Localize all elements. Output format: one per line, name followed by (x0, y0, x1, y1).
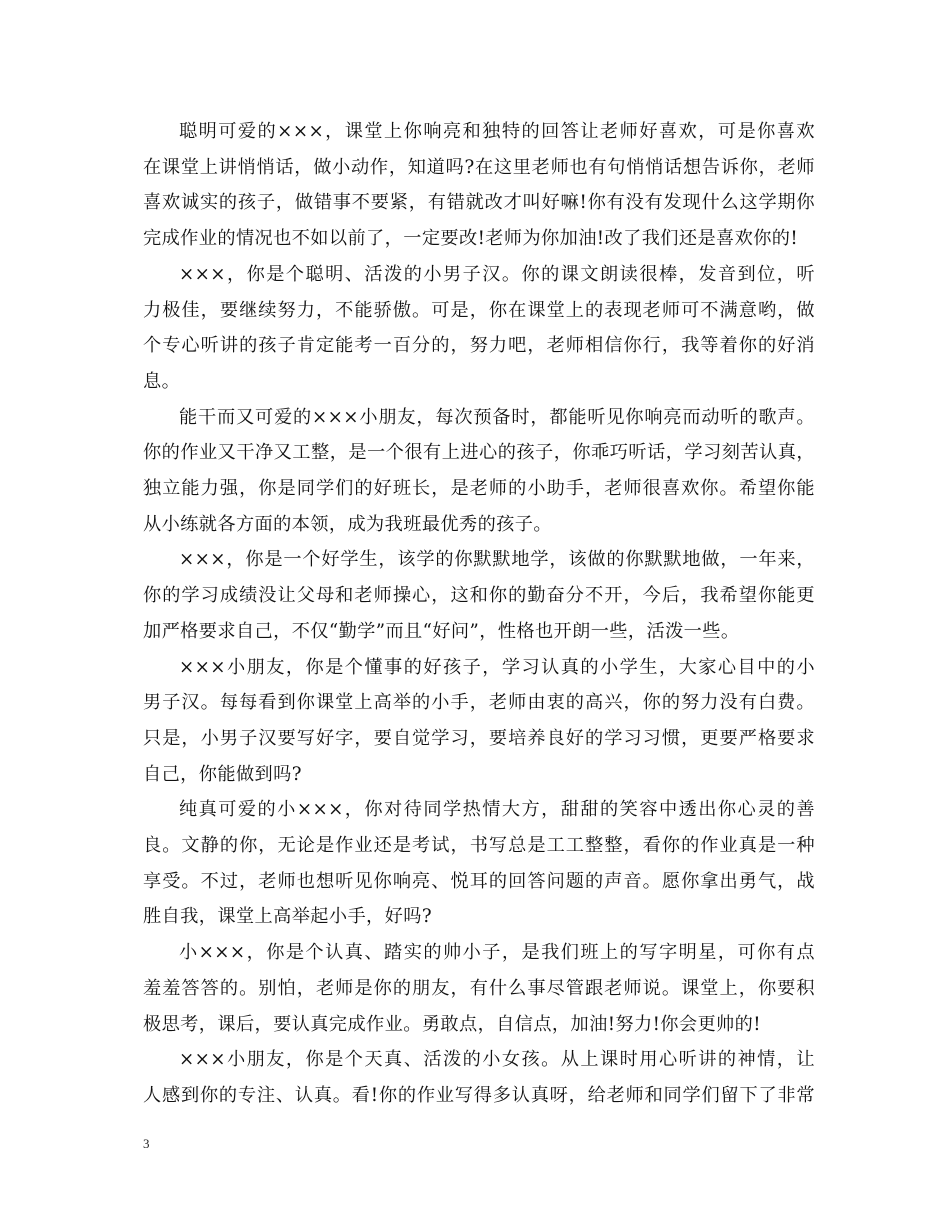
paragraph-line: 力极佳，要继续努力，不能骄傲。可是，你在课堂上的表现老师可不满意哟，做 (143, 299, 815, 321)
paragraph-line: 完成作业的情况也不如以前了，一定要改!老师为你加油!改了我们还是喜欢你的! (143, 228, 799, 250)
paragraph-line: 在课堂上讲悄悄话，做小动作，知道吗?在这里老师也有句悄悄话想告诉你，老师 (143, 156, 815, 178)
paragraph-line: 息。 (143, 370, 181, 392)
comment-paragraph-6 (143, 792, 815, 935)
paragraph-line: 享受。不过，老师也想听见你响亮、悦耳的回答问题的声音。愿你拿出勇气，战 (143, 870, 815, 892)
comment-paragraph-7 (143, 935, 815, 1042)
comment-paragraph-3 (143, 400, 815, 543)
paragraph-line: 你的作业又干净又工整，是一个很有上进心的孩子，你乖巧听话，学习刻苦认真， (143, 442, 815, 464)
paragraph-line: 胜自我，课堂上高举起小手，好吗? (143, 906, 432, 928)
paragraph-line: ×××小朋友，你是个懂事的好孩子，学习认真的小学生，大家心目中的小 (179, 656, 815, 678)
comment-paragraph-2 (143, 257, 815, 400)
paragraph-line: ×××，你是一个好学生，该学的你默默地学，该做的你默默地做，一年来， (179, 549, 815, 571)
paragraph-line: 人感到你的专注、认真。看!你的作业写得多认真呀，给老师和同学们留下了非常 (143, 1084, 815, 1106)
comment-paragraph-4 (143, 542, 815, 649)
paragraph-line: 你的学习成绩没让父母和老师操心，这和你的勤奋分不开，今后，我希望你能更 (143, 585, 815, 607)
comment-paragraph-8 (143, 1042, 815, 1113)
paragraph-line: ×××小朋友，你是个天真、活泼的小女孩。从上课时用心听讲的神情，让 (179, 1049, 815, 1071)
paragraph-line: 个专心听讲的孩子肯定能考一百分的，努力吧，老师相信你行，我等着你的好消 (143, 335, 815, 357)
paragraph-line: 能干而又可爱的×××小朋友，每次预备时，都能听见你响亮而动听的歌声。 (179, 406, 815, 428)
page-number: 3 (143, 1136, 150, 1151)
paragraph-line: 极思考，课后，要认真完成作业。勇敢点，自信点，加油!努力!你会更帅的! (143, 1013, 761, 1035)
paragraph-line: ×××，你是个聪明、活泼的小男子汉。你的课文朗读很棒，发音到位，听 (179, 263, 815, 285)
paragraph-line: 良。文静的你，无论是作业还是考试，书写总是工工整整，看你的作业真是一种 (143, 835, 815, 857)
paragraph-line: 纯真可爱的小×××，你对待同学热情大方，甜甜的笑容中透出你心灵的善 (179, 799, 815, 821)
paragraph-line: 聪明可爱的×××，课堂上你响亮和独特的回答让老师好喜欢，可是你喜欢 (179, 121, 815, 142)
paragraph-line: 只是，小男子汉要写好字，要自觉学习，要培养良好的学习习惯，更要严格要求 (143, 727, 815, 749)
paragraph-line: 小×××，你是个认真、踏实的帅小子，是我们班上的写字明星，可你有点 (179, 942, 815, 964)
paragraph-line: 羞羞答答的。别怕，老师是你的朋友，有什么事尽管跟老师说。课堂上，你要积 (143, 977, 815, 999)
paragraph-line: 从小练就各方面的本领，成为我班最优秀的孩子。 (143, 513, 552, 535)
document-body (143, 114, 815, 1114)
paragraph-line: 独立能力强，你是同学们的好班长，是老师的小助手，老师很喜欢你。希望你能 (143, 478, 815, 500)
comment-paragraph-1 (143, 114, 815, 257)
comment-paragraph-5 (143, 650, 815, 793)
paragraph-line: 喜欢诚实的孩子，做错事不要紧，有错就改才叫好嘛!你有没有发现什么这学期你 (143, 192, 815, 214)
paragraph-line: 自己，你能做到吗? (143, 763, 302, 785)
paragraph-line: 加严格要求自己，不仅“勤学”而且“好问”，性格也开朗一些，活泼一些。 (143, 620, 740, 642)
paragraph-line: 男子汉。每每看到你课堂上高举的小手，老师由衷的高兴，你的努力没有白费。 (143, 692, 815, 714)
